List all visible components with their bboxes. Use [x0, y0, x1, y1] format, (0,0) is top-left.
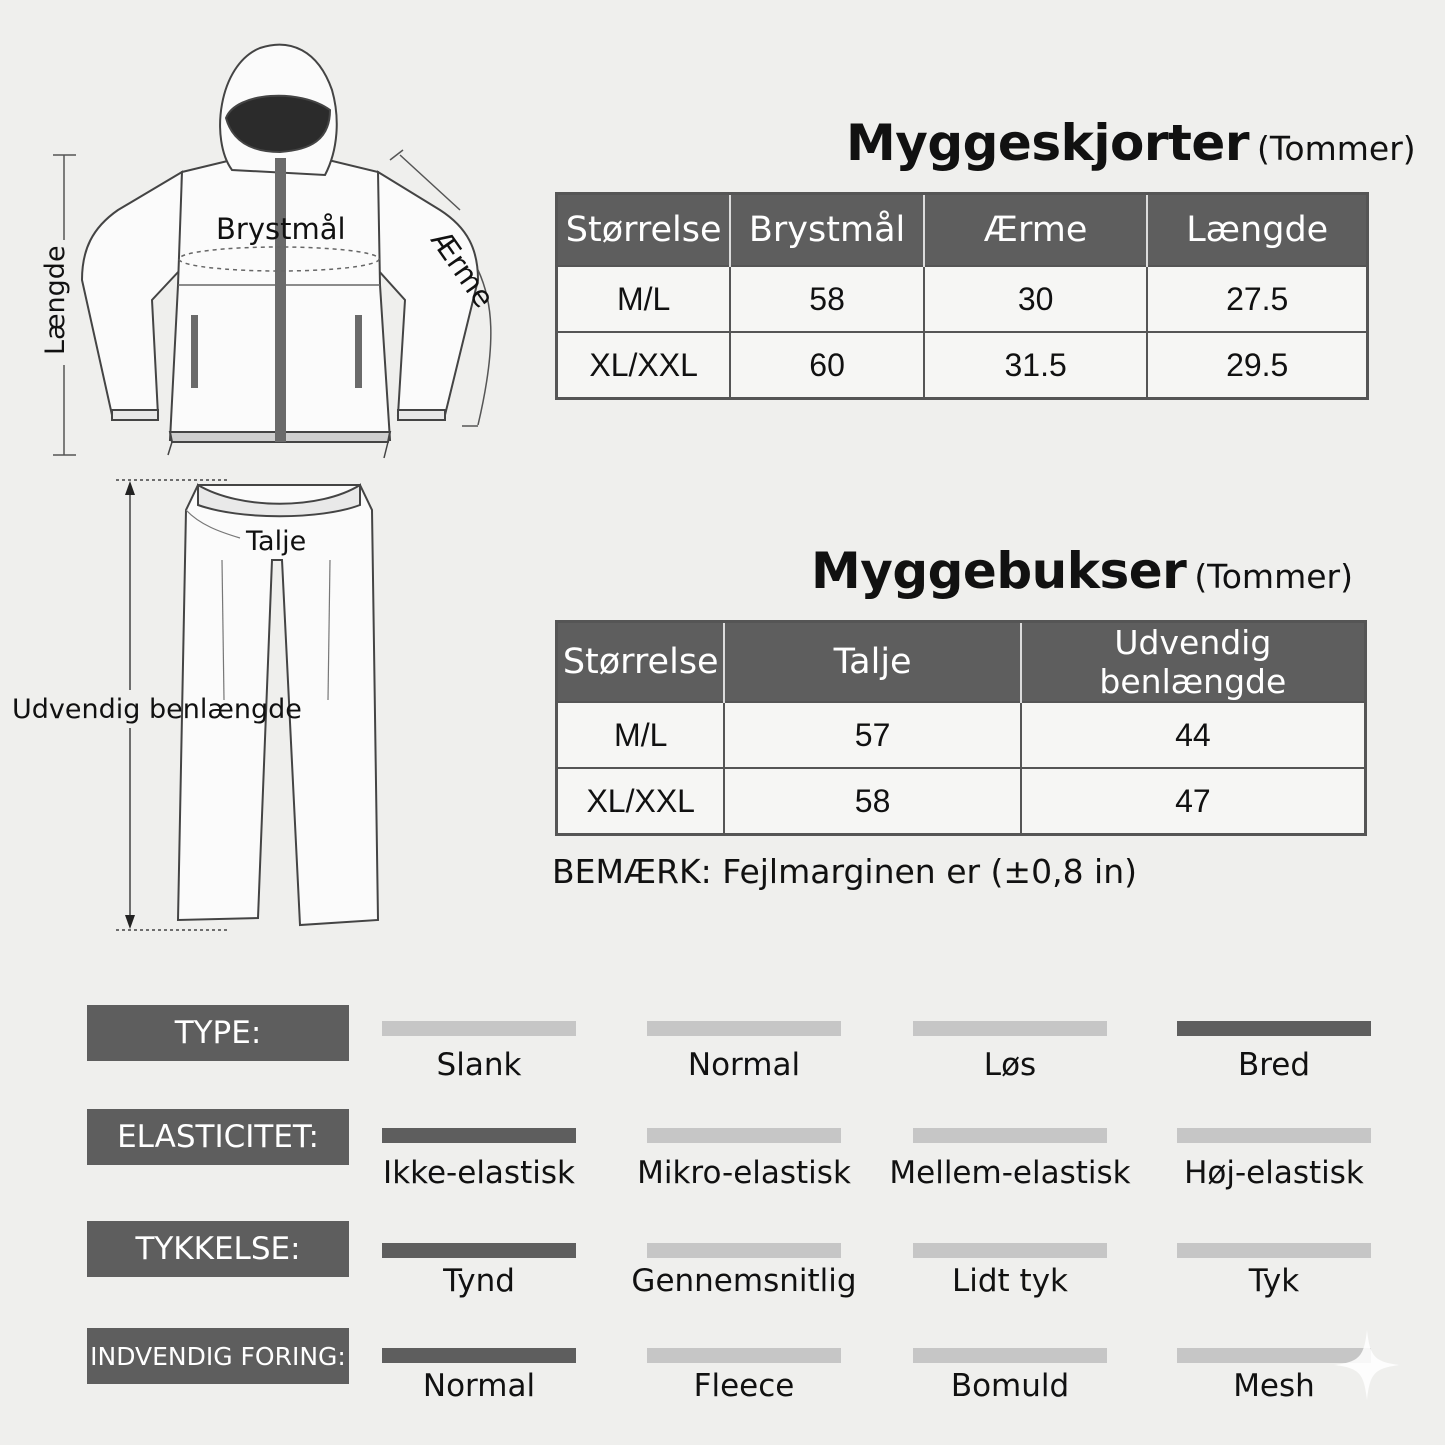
sparkle-icon	[1332, 1328, 1402, 1402]
chest-label: Brystmål	[216, 212, 346, 246]
attribute-bar	[382, 1021, 576, 1036]
attribute-bar	[382, 1128, 576, 1143]
column-header: Brystmål	[730, 194, 924, 267]
attribute-option: Mikro-elastisk	[637, 1155, 851, 1191]
attribute-option: Lidt tyk	[951, 1263, 1069, 1299]
attribute-bar	[382, 1348, 576, 1363]
pants-unit: (Tommer)	[1194, 557, 1353, 596]
column-header: Ærme	[924, 194, 1148, 267]
tolerance-note: BEMÆRK: Fejlmarginen er (±0,8 in)	[552, 852, 1138, 891]
shirts-title	[846, 114, 1416, 172]
attribute-option: Tyk	[1248, 1263, 1300, 1299]
table-cell: 31.5	[924, 332, 1148, 399]
attribute-bar	[1177, 1021, 1371, 1036]
attribute-option: Bomuld	[950, 1368, 1070, 1404]
table-cell: 29.5	[1147, 332, 1367, 399]
attribute-option: Løs	[983, 1047, 1037, 1083]
shirts-title-text: Myggeskjorter	[846, 114, 1249, 172]
attribute-label: ELASTICITET:	[87, 1109, 349, 1165]
attribute-bar	[913, 1348, 1107, 1363]
table-row	[557, 768, 1366, 835]
table-cell: M/L	[557, 266, 731, 332]
table-header-row	[557, 194, 1368, 267]
attribute-option: Normal	[422, 1368, 536, 1404]
attribute-label: INDVENDIG FORING:	[87, 1328, 349, 1384]
garment-diagram	[0, 0, 560, 960]
attribute-bar	[647, 1021, 841, 1036]
table-cell: M/L	[557, 702, 725, 768]
column-header: Udvendig benlængde	[1021, 622, 1366, 703]
length-label: Længde	[40, 245, 71, 355]
table-cell: 57	[724, 702, 1020, 768]
table-row	[557, 702, 1366, 768]
table-cell: XL/XXL	[557, 768, 725, 835]
attribute-option: Ikke-elastisk	[383, 1155, 575, 1191]
attribute-option: Mellem-elastisk	[889, 1155, 1131, 1191]
column-header: Talje	[724, 622, 1020, 703]
attribute-bar	[1177, 1128, 1371, 1143]
attribute-option: Mesh	[1233, 1368, 1315, 1404]
attribute-bar	[382, 1243, 576, 1258]
attribute-label: TYPE:	[87, 1005, 349, 1061]
table-cell: 30	[924, 266, 1148, 332]
table-cell: XL/XXL	[557, 332, 731, 399]
attribute-bar	[647, 1348, 841, 1363]
table-cell: 44	[1021, 702, 1366, 768]
column-header: Størrelse	[557, 194, 731, 267]
table-cell: 27.5	[1147, 266, 1367, 332]
column-header: Længde	[1147, 194, 1367, 267]
attribute-option: Høj-elastisk	[1184, 1155, 1364, 1191]
pants-title-text: Myggebukser	[811, 542, 1187, 600]
attribute-label: TYKKELSE:	[87, 1221, 349, 1277]
attribute-option: Slank	[436, 1047, 522, 1083]
table-cell: 47	[1021, 768, 1366, 835]
attribute-bar	[913, 1128, 1107, 1143]
sleeve-label: Ærme	[424, 224, 502, 314]
table-header-row	[557, 622, 1366, 703]
shirts-size-table	[555, 192, 1369, 400]
attribute-bar	[913, 1021, 1107, 1036]
table-cell: 58	[730, 266, 924, 332]
attribute-option: Tynd	[443, 1263, 515, 1299]
attribute-option: Gennemsnitlig	[631, 1263, 857, 1299]
column-header: Størrelse	[557, 622, 725, 703]
attribute-bar	[647, 1128, 841, 1143]
attribute-option: Bred	[1237, 1047, 1311, 1083]
attribute-option: Normal	[687, 1047, 801, 1083]
table-row	[557, 332, 1368, 399]
outseam-label: Udvendig benlængde	[12, 694, 302, 725]
shirts-unit: (Tommer)	[1256, 129, 1416, 168]
table-cell: 60	[730, 332, 924, 399]
attribute-option: Fleece	[693, 1368, 795, 1404]
attribute-bar	[913, 1243, 1107, 1258]
waist-label: Talje	[246, 526, 307, 557]
pants-title	[811, 542, 1353, 600]
attribute-bar	[647, 1243, 841, 1258]
attribute-bar	[1177, 1243, 1371, 1258]
table-cell: 58	[724, 768, 1020, 835]
table-row	[557, 266, 1368, 332]
pants-size-table	[555, 620, 1367, 836]
